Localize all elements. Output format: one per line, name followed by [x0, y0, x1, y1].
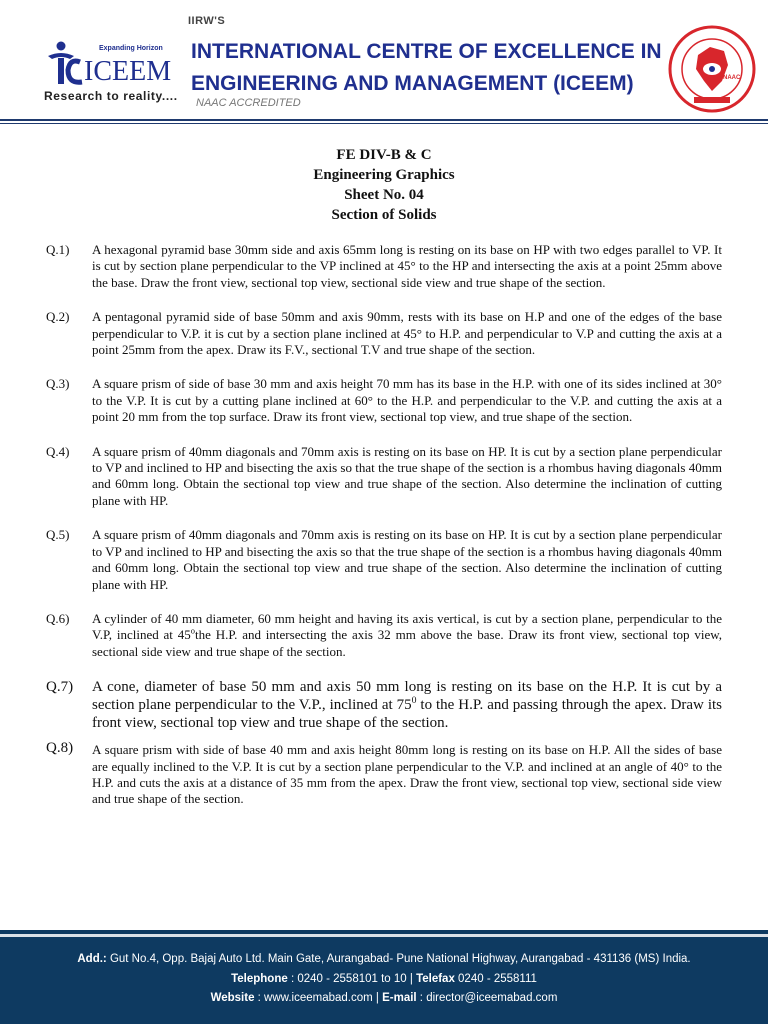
degree-mark: 0: [411, 695, 417, 707]
question-number: Q.4): [46, 443, 70, 459]
website-link[interactable]: : www.iceemabad.com |: [254, 992, 383, 1004]
question-text: A square prism with side of base 40 mm and axis height 80mm long is resting on its base on H.P. All the sides of base are equally inclined to the V.P. It is cut by a section plane perpendicular to the V.P. and inclined at an angle of 40° to the H.P. and cuts the axis at a distance of 35 mm from the apex. Draw the front view, sectional top view, sectional side view and true shape of the section.: [92, 742, 722, 807]
question-text-b: the H.P. and intersecting the axis 32 mm above the base. Draw its front view, sectional top view, sectional side view and true shape of the section.: [92, 627, 723, 659]
address-label: Add.:: [77, 953, 107, 965]
telephone-label: Telephone: [231, 972, 288, 985]
question-number: Q.7): [46, 679, 74, 696]
logo-slogan: Expanding Horizon: [99, 45, 163, 52]
institute-title-line2: ENGINEERING AND MANAGEMENT (ICEEM): [191, 72, 634, 95]
question-4: [46, 444, 722, 510]
question-text-a: A cone, diameter of base 50 mm and axis 50 mm long is resting on its base on the H.P. It is cut by a section plane perpendicular to the V.P., inclined at 75: [92, 679, 722, 714]
question-text: A hexagonal pyramid base 30mm side and axis 65mm long is resting on its base on HP with two edges parallel to VP. It is cut by section plane perpendicular to the VP inclined at 45° to the HP and intersecting the axis at a point 25mm above the base. Draw the front view, sectional top view, sectional side view and true shape of the section.: [92, 242, 722, 290]
telefax-text: 0240 - 2558111: [454, 972, 537, 985]
question-number: Q.5): [46, 527, 70, 543]
question-1: [46, 242, 722, 291]
question-2: [46, 309, 722, 358]
question-6: [46, 611, 722, 660]
subject-title: Engineering Graphics: [313, 167, 455, 183]
page-footer: [0, 930, 768, 1024]
iceem-logo-icon: [44, 40, 180, 86]
sheet-title-block: [0, 145, 768, 225]
question-number: Q.6): [46, 610, 70, 626]
website-label: Website: [210, 992, 255, 1004]
logo-text: ICEEM: [84, 56, 172, 86]
question-text-b: to the H.P. and passing through the apex. Draw its front view, sectional top view and true shape of the section.: [92, 697, 722, 732]
topic-title: Section of Solids: [331, 207, 437, 223]
header-divider: [0, 119, 768, 121]
question-text: A square prism of 40mm diagonals and 70mm axis is resting on its base on HP. It is cut by a section plane perpendicular to VP and inclined to HP and bisecting the axis so that the true shape of the section is a rhombus having diagonals 40mm and 60mm long. Obtain the sectional top view and true shape of the section. Also determine the inclination of cutting plane with HP.: [92, 443, 722, 508]
question-text: A square prism of 40mm diagonals and 70mm axis is resting on its base on HP. It is cut by a section plane perpendicular to VP and inclined to HP and bisecting the axis so that the true shape of the section is a rhombus having diagonals 40mm and 60mm long. Obtain the sectional top view and true shape of the section. Also determine the inclination of cutting plane with HP.: [92, 527, 722, 592]
email-label: E-mail: [382, 992, 417, 1004]
seal-text: NAAC: [723, 75, 741, 81]
question-3: [46, 376, 722, 425]
degree-mark: o: [190, 625, 195, 636]
question-number: Q.8): [46, 740, 74, 757]
naac-seal-icon: [668, 25, 756, 113]
question-8: [46, 742, 722, 808]
footer-divider: [0, 934, 768, 937]
question-number: Q.2): [46, 309, 70, 325]
question-text: A pentagonal pyramid side of base 50mm and axis 90mm, rests with its base on H.P and one of the edges of the base perpendicular to V.P. it is cut by a section plane inclined at 45° to H.P. and perpendicular to V.P and cutting the axis at a point 25mm from the apex. Draw its F.V., sectional T.V and true shape of the section.: [92, 309, 722, 358]
telephone-text: : 0240 - 2558101 to 10 |: [287, 972, 417, 985]
org-prefix: IIRW'S: [188, 15, 226, 27]
web-line: [0, 989, 768, 1009]
phone-line: [0, 970, 768, 990]
telefax-label: Telefax: [416, 972, 455, 985]
question-text-a: A cylinder of 40 mm diameter, 60 mm height and having its axis vertical, is cut by a section plane, perpendicular to the V.P, inclined at 45: [92, 610, 722, 643]
question-text: A square prism of side of base 30 mm and axis height 70 mm has its base in the H.P. with one of its sides inclined at 30° to the V.P. It is cut by a cutting plane inclined at 60° to the H.P. and perpendicular to the V.P. and cutting the axis at a point 20 mm from the top surface. Draw its front view, sectional top view, and true shape of the section.: [92, 376, 722, 425]
division-title: FE DIV-B & C: [336, 147, 432, 163]
accreditation-text: NAAC ACCREDITED: [196, 97, 301, 109]
header-divider-thin: [0, 123, 768, 124]
email-link[interactable]: : director@iceemabad.com: [416, 992, 558, 1004]
sheet-number: Sheet No. 04: [344, 187, 424, 203]
question-list: [46, 242, 722, 826]
institute-title: [191, 36, 662, 100]
tagline: Research to reality....: [44, 89, 178, 103]
question-7: [46, 678, 722, 732]
address-line: [0, 950, 768, 970]
address-text: Gut No.4, Opp. Bajaj Auto Ltd. Main Gate, Aurangabad- Pune National Highway, Aurangabad - 431136 (MS) India.: [106, 953, 691, 965]
question-number: Q.3): [46, 376, 70, 392]
contact-info: [0, 950, 768, 1009]
page-header: [0, 0, 768, 118]
institute-title-line1: INTERNATIONAL CENTRE OF EXCELLENCE IN: [191, 40, 662, 63]
question-number: Q.1): [46, 242, 70, 257]
question-5: [46, 527, 722, 593]
